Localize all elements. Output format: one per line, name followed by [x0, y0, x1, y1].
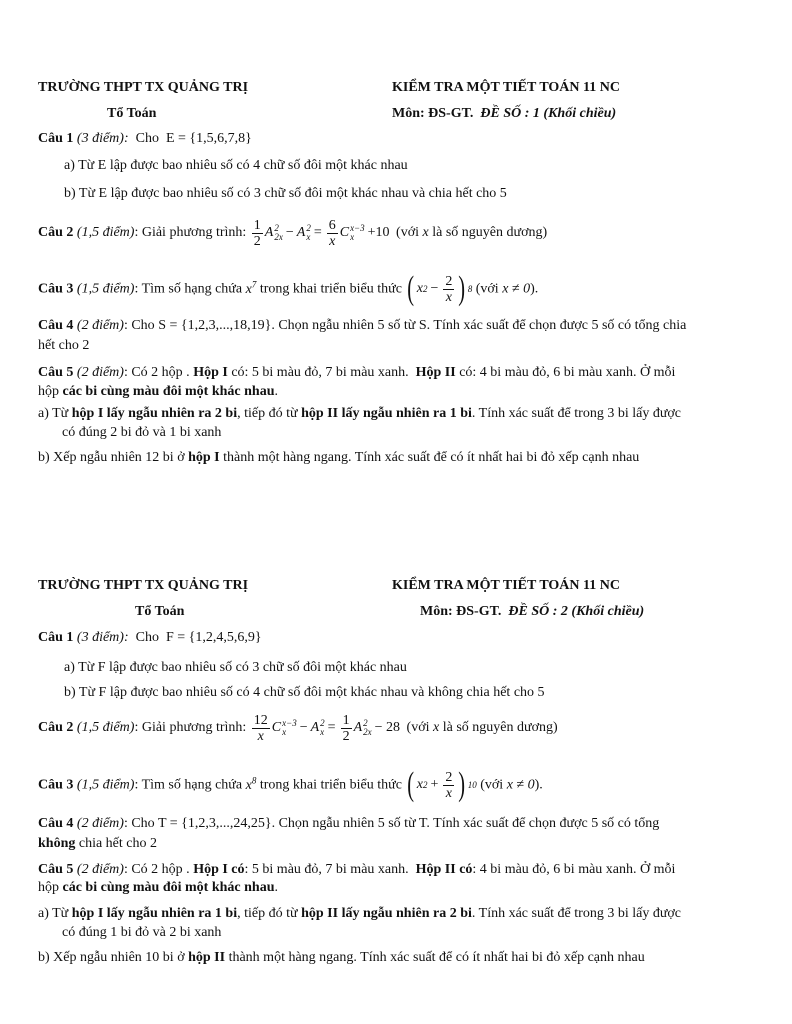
- question-1: [38, 131, 252, 147]
- question-5: [38, 365, 675, 381]
- emphasis: hộp I lấy ngẫu nhiên ra 1 bi: [71, 906, 238, 921]
- question-points: (3 điểm):: [76, 131, 129, 146]
- question-5-cont: hộp các bi cùng màu đôi một khác nhau.: [38, 880, 278, 895]
- question-text: : Cho: [123, 318, 155, 333]
- question-points: (1,5 điểm): [76, 225, 135, 241]
- question-text-2: . Chọn ngẫu nhiên 5 số từ S. Tính xác suất để chọn được 5 số có tổng chia: [271, 318, 687, 333]
- condition-open: (với: [396, 225, 420, 241]
- question-label: Câu 1: [38, 630, 74, 645]
- exam-title: KIỂM TRA MỘT TIẾT TOÁN 11 NC: [392, 80, 620, 95]
- question-points: (2 điểm): [76, 816, 124, 831]
- question-label: Câu 3: [38, 777, 74, 793]
- emphasis: hộp I lấy ngẫu nhiên ra 2 bi: [71, 406, 238, 421]
- question-text-2: trong khai triển biểu thức: [259, 281, 402, 297]
- question-4-cont: [38, 836, 157, 852]
- question-1: [38, 630, 262, 646]
- box-1-text: : 5 bi màu đỏ, 7 bi màu xanh.: [244, 862, 409, 877]
- exam-code: ĐỀ SỐ : 1 (Khối chiều): [480, 106, 617, 121]
- expression: ( x 2 + $\frac{2}{x}$ ) 10: [407, 766, 477, 804]
- question-text: : Tìm số hạng chứa: [134, 777, 243, 793]
- department: Tổ Toán: [135, 604, 185, 619]
- equation: $\frac{12}{x}$ C x−3 x − A 2 x = $\frac{1}{2}$ A 2 2x − 28: [250, 708, 403, 748]
- question-label: Câu 5: [38, 365, 74, 380]
- department: Tổ Toán: [107, 106, 157, 121]
- question-4: [38, 318, 686, 334]
- condition-open: (với: [480, 777, 504, 793]
- condition-text: là số nguyên dương): [432, 225, 548, 241]
- question-5b: [38, 950, 645, 966]
- set-expression: T = {1,2,3,...,24,25}: [157, 816, 272, 831]
- question-5: [38, 862, 675, 878]
- condition-close: ).: [534, 777, 543, 793]
- question-text: : Có 2 hộp .: [123, 862, 190, 877]
- condition-open: (với: [406, 720, 430, 736]
- question-text-2: trong khai triển biểu thức: [259, 777, 402, 793]
- box-2-text: : 4 bi màu đỏ, 6 bi màu xanh. Ở mỗi: [472, 862, 676, 877]
- box-1-text: có: 5 bi màu đỏ, 7 bi màu xanh.: [231, 365, 409, 380]
- question-points: (1,5 điểm): [76, 281, 135, 297]
- subject-line: [392, 106, 616, 122]
- text-fragment: chia hết cho 2: [78, 836, 157, 851]
- box-2: Hộp II có: [415, 862, 473, 877]
- question-label: Câu 2: [38, 720, 74, 736]
- school-name: TRƯỜNG THPT TX QUẢNG TRỊ: [38, 578, 249, 593]
- box-1: Hộp I có: [193, 862, 245, 877]
- text-fragment: . Tính xác suất để trong 3 bi lấy được: [471, 406, 682, 421]
- expansion-exponent: 10: [467, 780, 477, 791]
- question-5-cont: hộp các bi cùng màu đôi một khác nhau.: [38, 384, 278, 399]
- question-points: (2 điểm): [76, 862, 124, 877]
- emphasis: hộp II lấy ngẫu nhiên ra 2 bi: [301, 906, 472, 921]
- condition-text: là số nguyên dương): [442, 720, 558, 736]
- question-5a-cont: có đúng 1 bi đỏ và 2 bi xanh: [62, 925, 222, 940]
- question-4-cont: hết cho 2: [38, 338, 90, 353]
- question-1b: b) Từ E lập được bao nhiêu số có 3 chữ số đôi một khác nhau và chia hết cho 5: [64, 186, 507, 201]
- power-exponent: 8: [251, 775, 257, 785]
- question-label: Câu 1: [38, 131, 74, 146]
- school-name: TRƯỜNG THPT TX QUẢNG TRỊ: [38, 80, 249, 95]
- emphasis: không: [38, 836, 76, 851]
- variable: x: [433, 720, 440, 736]
- question-points: (1,5 điểm): [76, 777, 135, 793]
- text-fragment: a) Từ: [38, 906, 69, 921]
- emphasis: hộp II lấy ngẫu nhiên ra 1 bi: [301, 406, 472, 421]
- question-1a: a) Từ F lập được bao nhiêu số có 3 chữ số đôi một khác nhau: [64, 660, 407, 675]
- question-label: Câu 4: [38, 318, 74, 333]
- question-points: (2 điểm): [76, 365, 124, 380]
- box-2: Hộp II: [415, 365, 456, 380]
- emphasis: các bi cùng màu đôi một khác nhau: [62, 384, 275, 399]
- expansion-exponent: 8: [467, 284, 473, 295]
- text-fragment: thành một hàng ngang. Tính xác suất để có ít nhất hai bi đỏ xếp cạnh nhau: [228, 950, 645, 965]
- emphasis: hộp I: [188, 450, 220, 465]
- question-1a: a) Từ E lập được bao nhiêu số có 4 chữ số đôi một khác nhau: [64, 158, 408, 173]
- question-text: : Giải phương trình:: [134, 225, 247, 241]
- condition-close: ).: [530, 281, 539, 297]
- question-5a: [38, 406, 681, 422]
- box-1: Hộp I: [193, 365, 228, 380]
- set-expression: F = {1,2,4,5,6,9}: [165, 630, 262, 645]
- question-4: [38, 816, 659, 832]
- question-label: Câu 2: [38, 225, 74, 241]
- question-label: Câu 3: [38, 281, 74, 297]
- question-text: : Cho: [123, 816, 155, 831]
- box-2-text: có: 4 bi màu đỏ, 6 bi màu xanh. Ở mỗi: [459, 365, 676, 380]
- question-1b: b) Từ F lập được bao nhiêu số có 4 chữ số đôi một khác nhau và không chia hết cho 5: [64, 685, 545, 700]
- subject-line: [420, 604, 644, 620]
- question-label: Câu 4: [38, 816, 74, 831]
- question-5a-cont: có đúng 2 bi đỏ và 1 bi xanh: [62, 425, 222, 440]
- question-text: Cho: [135, 131, 159, 146]
- question-text: : Giải phương trình:: [134, 720, 247, 736]
- question-5b: [38, 450, 639, 466]
- emphasis: các bi cùng màu đôi một khác nhau: [62, 880, 275, 895]
- question-3: Câu 3 (1,5 điểm): Tìm số hạng chứa $x^8$ trong khai triển biểu thức ( x 2 + $\frac{2}{x}$ ) 10 (với x ≠ 0).: [38, 766, 543, 804]
- exam-title: KIỂM TRA MỘT TIẾT TOÁN 11 NC: [392, 578, 620, 593]
- subject: Môn: ĐS-GT.: [392, 106, 474, 121]
- question-2: [38, 214, 547, 252]
- power-exponent: 7: [251, 279, 257, 289]
- set-expression: S = {1,2,3,...,18,19}: [158, 318, 272, 333]
- condition-math: x ≠ 0: [506, 777, 535, 793]
- condition-open: (với: [475, 281, 499, 297]
- question-3: Câu 3 (1,5 điểm): Tìm số hạng chứa $x^7$ trong khai triển biểu thức ( x 2 − $\frac{2}{x}$ ) 8 (với x ≠ 0).: [38, 270, 539, 308]
- question-points: (1,5 điểm): [76, 720, 135, 736]
- question-text-2: . Chọn ngẫu nhiên 5 số từ T. Tính xác suất để chọn được 5 số có tổng: [271, 816, 660, 831]
- constant-term: − 28: [374, 720, 401, 735]
- question-points: (3 điểm):: [76, 630, 129, 645]
- question-text: Cho: [135, 630, 159, 645]
- condition-math: x ≠ 0: [502, 281, 531, 297]
- exam-code: ĐỀ SỐ : 2 (Khối chiều): [508, 604, 645, 619]
- variable: x: [422, 225, 429, 241]
- question-2: [38, 708, 558, 748]
- text-fragment: hộp: [38, 880, 59, 895]
- text-fragment: hộp: [38, 384, 59, 399]
- text-fragment: a) Từ: [38, 406, 69, 421]
- question-text: : Có 2 hộp .: [123, 365, 190, 380]
- expression: ( x 2 − $\frac{2}{x}$ ) 8: [407, 270, 473, 308]
- emphasis: hộp II: [188, 950, 226, 965]
- constant-term: +10: [367, 225, 390, 240]
- question-label: Câu 5: [38, 862, 74, 877]
- equation: $\frac{1}{2}$ A 2 2x − A 2 x = $\frac{6}{x}$ C x−3 x +10: [250, 214, 393, 252]
- set-expression: E = {1,5,6,7,8}: [165, 131, 252, 146]
- question-5a: [38, 906, 681, 922]
- question-text: : Tìm số hạng chứa: [134, 281, 243, 297]
- subject: Môn: ĐS-GT.: [420, 604, 502, 619]
- text-fragment: . Tính xác suất để trong 3 bi lấy được: [471, 906, 682, 921]
- text-fragment: b) Xếp ngẫu nhiên 12 bi ở: [38, 450, 185, 465]
- text-fragment: b) Xếp ngẫu nhiên 10 bi ở: [38, 950, 185, 965]
- question-points: (2 điểm): [76, 318, 124, 333]
- text-fragment: , tiếp đó từ: [237, 406, 298, 421]
- text-fragment: thành một hàng ngang. Tính xác suất để có ít nhất hai bi đỏ xếp cạnh nhau: [223, 450, 640, 465]
- text-fragment: , tiếp đó từ: [237, 906, 298, 921]
